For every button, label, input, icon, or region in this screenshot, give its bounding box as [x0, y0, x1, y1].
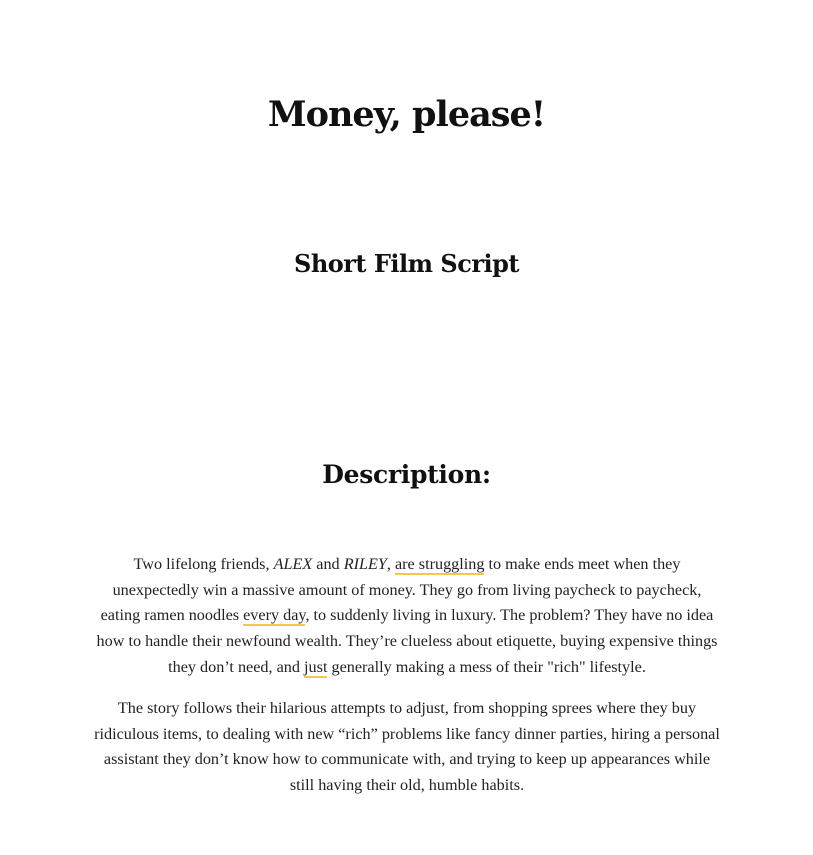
description-paragraph-2: The story follows their hilarious attempts to adjust, from shopping sprees where they buy ridiculous items, to dealing with new “rich” problems like fancy dinner parties, hiring a personal assistant they don’t know how to communicate with, and trying to keep up appearances while still having their old, humble habits.	[94, 699, 720, 795]
text-segment: ,	[386, 555, 395, 573]
text-segment: generally making a mess of their "rich" lifestyle.	[327, 657, 646, 676]
text-segment: , to suddenly living in luxury. The problem? They have no idea how to handle their newfound wealth. They’re clueless about etiquette, buying expensive things they don’t need, and	[96, 606, 718, 676]
text-segment: and	[312, 555, 344, 573]
character-name-riley: RILEY	[343, 555, 387, 573]
suggestion-highlight[interactable]: are struggling	[394, 555, 485, 573]
document-subtitle: Short Film Script	[294, 249, 519, 278]
description-paragraph-1	[94, 552, 720, 681]
character-name-alex: ALEX	[273, 555, 313, 573]
suggestion-highlight[interactable]: every day	[243, 606, 306, 625]
description-heading: Description:	[322, 460, 491, 489]
document-title: Money, please!	[267, 94, 546, 135]
suggestion-highlight[interactable]: just	[304, 657, 328, 676]
text-segment: to make ends meet when they unexpectedly win a massive amount of money. They go from living paycheck to paycheck, eating ramen noodles	[100, 555, 702, 625]
text-segment: Two lifelong friends,	[133, 555, 274, 573]
